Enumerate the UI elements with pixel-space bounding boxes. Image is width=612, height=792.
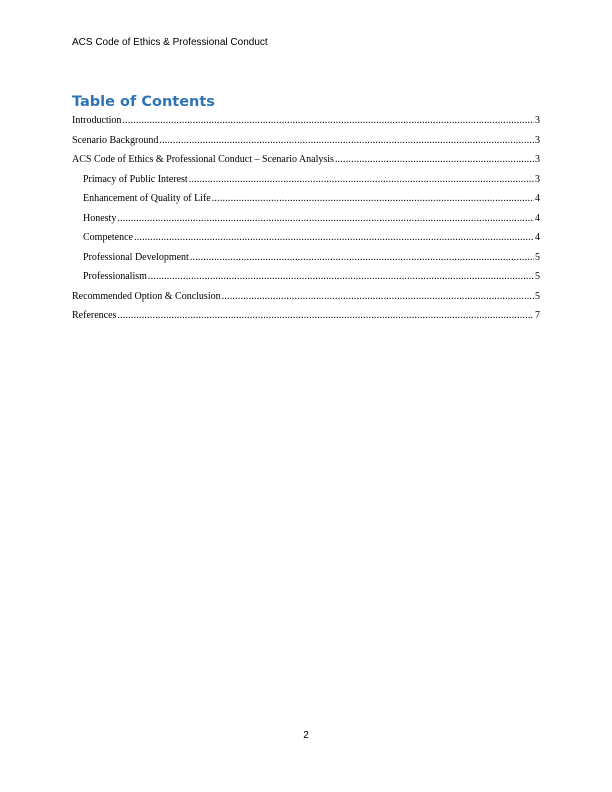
toc-dot-leader — [117, 212, 534, 225]
toc-entry-honesty[interactable] — [72, 212, 540, 232]
toc-entry-label: ACS Code of Ethics & Professional Conduct – Scenario Analysis — [72, 154, 334, 165]
toc-entry-page: 3 — [535, 134, 540, 146]
toc-entry-label: Scenario Background — [72, 134, 159, 146]
toc-entry-label: Professionalism — [83, 271, 147, 282]
toc-entry-page: 5 — [535, 290, 540, 302]
toc-entry-introduction[interactable] — [72, 114, 540, 134]
toc-entry-label: Primacy of Public Interest — [83, 173, 188, 185]
toc-entry-page: 5 — [535, 271, 540, 282]
toc-dot-leader — [212, 192, 534, 205]
toc-entry-page: 3 — [535, 115, 540, 126]
toc-entry-page: 4 — [535, 212, 540, 224]
toc-dot-leader — [134, 231, 534, 244]
toc-entry-page: 5 — [535, 251, 540, 263]
toc-title: Table of Contents — [72, 94, 215, 110]
toc-entry-primacy-of-public-interest[interactable] — [72, 173, 540, 193]
toc-entry-scenario-background[interactable] — [72, 134, 540, 154]
toc-entry-page: 3 — [535, 154, 540, 165]
toc-dot-leader — [222, 290, 534, 303]
toc-entry-enhancement-of-quality-of-life[interactable] — [72, 192, 540, 212]
toc-entry-label: Competence — [83, 232, 133, 243]
toc-dot-leader — [148, 270, 534, 283]
toc-entry-page: 4 — [535, 193, 540, 204]
toc-dot-leader — [159, 134, 534, 147]
toc-entry-page: 7 — [535, 310, 540, 321]
toc-entry-label: References — [72, 310, 117, 321]
toc-entry-recommended-option-conclusion[interactable] — [72, 290, 540, 310]
toc-entry-scenario-analysis[interactable] — [72, 153, 540, 173]
toc-dot-leader — [117, 309, 534, 322]
toc-dot-leader — [122, 114, 534, 127]
toc-list — [72, 114, 540, 329]
page-number: 2 — [303, 730, 309, 741]
toc-entry-label: Enhancement of Quality of Life — [83, 193, 211, 204]
toc-entry-competence[interactable] — [72, 231, 540, 251]
toc-entry-professional-development[interactable] — [72, 251, 540, 271]
toc-entry-label: Honesty — [83, 212, 117, 224]
toc-entry-references[interactable] — [72, 309, 540, 329]
toc-entry-label: Introduction — [72, 115, 122, 126]
toc-dot-leader — [190, 251, 534, 264]
toc-entry-professionalism[interactable] — [72, 270, 540, 290]
toc-entry-page: 3 — [535, 173, 540, 185]
toc-dot-leader — [189, 173, 534, 186]
toc-dot-leader — [335, 153, 534, 166]
toc-entry-page: 4 — [535, 232, 540, 243]
toc-entry-label: Professional Development — [83, 251, 189, 263]
toc-entry-label: Recommended Option & Conclusion — [72, 290, 221, 302]
page-header: ACS Code of Ethics & Professional Conduct — [72, 37, 268, 48]
